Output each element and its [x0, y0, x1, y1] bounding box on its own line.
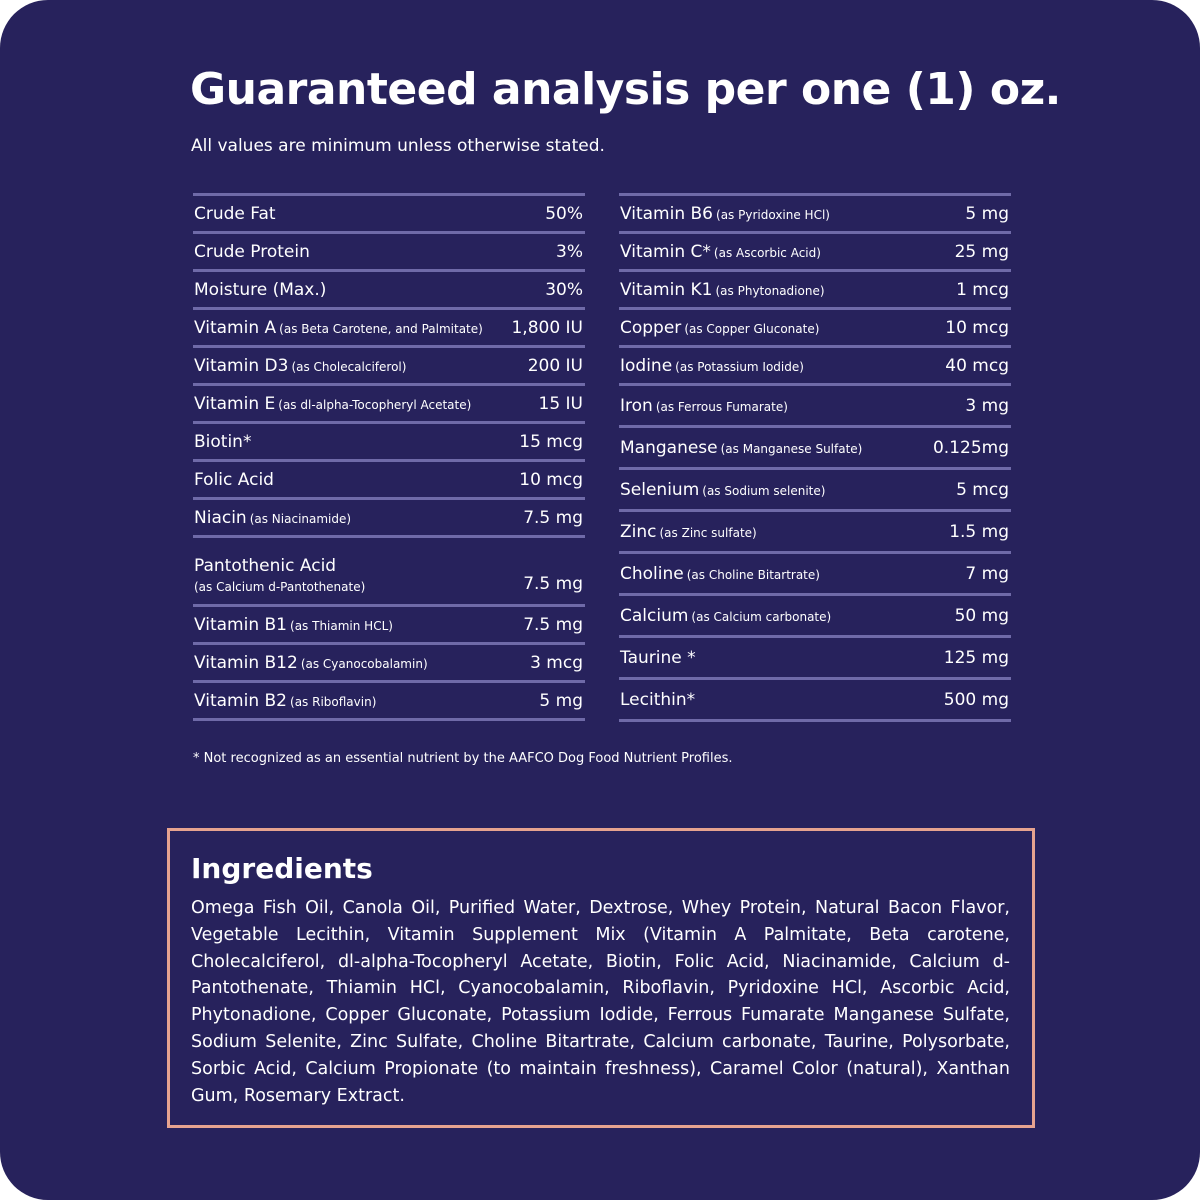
nutrient-name: Vitamin B2	[194, 690, 288, 711]
nutrient-source-note: (as Riboflavin)	[290, 694, 377, 709]
nutrient-label	[620, 356, 804, 376]
nutrient-row	[193, 196, 585, 234]
nutrient-label	[194, 615, 393, 635]
nutrient-name: Copper	[620, 317, 682, 338]
nutrient-source-note: (as Thiamin HCL)	[290, 618, 393, 633]
page-subtitle: All values are minimum unless otherwise stated.	[191, 136, 605, 156]
page-title: Guaranteed analysis per one (1) oz.	[190, 64, 1061, 115]
nutrient-value: 15 IU	[538, 393, 583, 414]
nutrient-value: 5 mcg	[956, 479, 1009, 500]
nutrient-row	[619, 680, 1011, 722]
nutrient-label	[620, 204, 830, 224]
nutrient-row	[193, 500, 585, 538]
nutrient-value: 3 mg	[965, 395, 1009, 416]
nutrient-value: 0.125mg	[932, 437, 1009, 458]
nutrient-source-note: (as Cholecalciferol)	[291, 359, 407, 374]
nutrient-label	[194, 318, 483, 338]
ingredients-title: Ingredients	[191, 852, 373, 885]
nutrient-value: 1.5 mg	[949, 521, 1009, 542]
nutrient-value: 40 mcg	[945, 355, 1009, 376]
nutrient-name: Vitamin A	[194, 317, 277, 338]
nutrient-label	[194, 653, 428, 673]
nutrient-name: Choline	[620, 563, 684, 584]
nutrient-source-note: (as Zinc sulfate)	[659, 525, 757, 540]
nutrient-row	[619, 428, 1011, 470]
nutrient-row	[193, 462, 585, 500]
nutrient-value: 25 mg	[954, 241, 1009, 262]
nutrient-name: Zinc	[620, 521, 657, 542]
nutrient-value: 10 mcg	[945, 317, 1009, 338]
nutrient-name: Vitamin C*	[620, 241, 711, 262]
nutrient-source-note: (as Beta Carotene, and Palmitate)	[279, 321, 483, 336]
nutrient-value: 1,800 IU	[511, 317, 583, 338]
nutrient-name: Vitamin B12	[194, 652, 298, 673]
nutrient-row	[193, 607, 585, 645]
nutrient-name: Pantothenic Acid	[194, 556, 337, 576]
nutrient-name: Moisture (Max.)	[194, 279, 327, 300]
nutrient-name: Iron	[620, 395, 653, 416]
nutrient-source-note: (as Calcium d-Pantothenate)	[194, 580, 366, 594]
nutrient-label	[194, 204, 276, 224]
nutrient-source-note: (as Niacinamide)	[249, 511, 352, 526]
nutrient-name: Iodine	[620, 355, 673, 376]
nutrient-row	[193, 683, 585, 721]
nutrient-source-note: (as Pyridoxine HCl)	[716, 207, 830, 222]
nutrient-row	[619, 348, 1011, 386]
nutrient-label	[194, 508, 351, 528]
nutrient-value: 15 mcg	[519, 431, 583, 452]
nutrient-label	[620, 648, 696, 668]
ingredients-box	[167, 828, 1035, 1128]
nutrient-label	[194, 356, 406, 376]
nutrient-name: Vitamin B6	[620, 203, 714, 224]
nutrient-label	[194, 691, 376, 711]
nutrient-row	[619, 386, 1011, 428]
nutrient-value: 50 mg	[954, 605, 1009, 626]
nutrient-label	[620, 280, 825, 300]
nutrient-row	[193, 234, 585, 272]
nutrient-name: Biotin*	[194, 431, 252, 452]
nutrient-source-note: (as dl-alpha-Tocopheryl Acetate)	[278, 397, 472, 412]
nutrient-row	[193, 310, 585, 348]
nutrient-source-note: (as Ascorbic Acid)	[713, 245, 821, 260]
nutrient-value: 50%	[545, 203, 583, 224]
nutrient-name: Manganese	[620, 437, 718, 458]
nutrient-source-note: (as Ferrous Fumarate)	[655, 399, 788, 414]
nutrient-value: 5 mg	[539, 690, 583, 711]
nutrient-name: Crude Protein	[194, 241, 310, 262]
nutrient-name: Crude Fat	[194, 203, 276, 224]
nutrient-label	[194, 470, 274, 490]
nutrient-value: 500 mg	[943, 689, 1009, 710]
nutrient-row	[619, 596, 1011, 638]
nutrient-value: 5 mg	[965, 203, 1009, 224]
nutrient-label	[194, 556, 365, 594]
nutrient-name: Niacin	[194, 507, 247, 528]
nutrient-row	[193, 538, 585, 607]
nutrient-value: 125 mg	[943, 647, 1009, 668]
nutrient-name: Folic Acid	[194, 469, 274, 490]
nutrient-value: 10 mcg	[519, 469, 583, 490]
nutrient-source-note: (as Calcium carbonate)	[691, 609, 832, 624]
ingredients-text: Omega Fish Oil, Canola Oil, Purified Water, Dextrose, Whey Protein, Natural Bacon Flavor, Vegetable Lecithin, Vitamin Supplement Mix (Vitamin A Palmitate, Beta carotene, Cholecalciferol, dl-alpha-Tocopheryl Acetate, Biotin, Folic Acid, Niacinamide, Calcium d-Pantothenate, Thiamin HCl, Cyanocobalamin, Riboflavin, Pyridoxine HCl, Ascorbic Acid, Phytonadione, Copper Gluconate, Potassium Iodide, Ferrous Fumarate Manganese Sulfate, Sodium Selenite, Zinc Sulfate, Choline Bitartrate, Calcium carbonate, Taurine, Polysorbate, Sorbic Acid, Calcium Propionate (to maintain freshness), Caramel Color (natural), Xanthan Gum, Rosemary Extract.	[191, 898, 1010, 1106]
analysis-column-right	[619, 193, 1011, 722]
nutrient-value: 7.5 mg	[523, 574, 583, 594]
nutrient-value: 1 mcg	[956, 279, 1009, 300]
nutrient-row	[619, 234, 1011, 272]
nutrient-label	[620, 564, 820, 584]
nutrient-row	[193, 424, 585, 462]
nutrient-source-note: (as Sodium selenite)	[702, 483, 826, 498]
nutrient-label	[194, 432, 251, 452]
footnote: * Not recognized as an essential nutrient by the AAFCO Dog Food Nutrient Profiles.	[193, 751, 733, 766]
nutrient-row	[619, 310, 1011, 348]
nutrient-value: 7.5 mg	[523, 614, 583, 635]
nutrient-row	[619, 638, 1011, 680]
nutrient-name: Vitamin K1	[620, 279, 713, 300]
nutrient-value: 3%	[556, 241, 583, 262]
nutrient-source-note: (as Potassium Iodide)	[675, 359, 804, 374]
nutrient-label	[194, 280, 326, 300]
nutrient-row	[193, 645, 585, 683]
nutrient-name: Calcium	[620, 605, 689, 626]
nutrient-source-note: (as Copper Gluconate)	[684, 321, 820, 336]
nutrient-label	[620, 522, 757, 542]
nutrient-label	[620, 242, 821, 262]
nutrient-value: 30%	[545, 279, 583, 300]
nutrient-value: 3 mcg	[530, 652, 583, 673]
nutrient-name: Selenium	[620, 479, 700, 500]
nutrient-source-note: (as Choline Bitartrate)	[686, 567, 820, 582]
nutrient-source-note: (as Phytonadione)	[715, 283, 825, 298]
nutrient-source-note: (as Cyanocobalamin)	[300, 656, 428, 671]
nutrient-label	[620, 318, 819, 338]
nutrient-row	[193, 272, 585, 310]
nutrient-row	[619, 196, 1011, 234]
nutrient-value: 7 mg	[965, 563, 1009, 584]
nutrient-label	[620, 480, 825, 500]
nutrient-source-note: (as Manganese Sulfate)	[720, 441, 863, 456]
nutrient-row	[619, 272, 1011, 310]
nutrient-label	[194, 242, 310, 262]
nutrient-name: Vitamin B1	[194, 614, 288, 635]
nutrient-label	[620, 606, 831, 626]
nutrient-value: 7.5 mg	[523, 507, 583, 528]
nutrient-label	[620, 396, 788, 416]
nutrient-name: Vitamin D3	[194, 355, 289, 376]
nutrient-row	[193, 386, 585, 424]
nutrient-row	[619, 470, 1011, 512]
nutrient-name: Vitamin E	[194, 393, 276, 414]
nutrient-value: 200 IU	[527, 355, 583, 376]
nutrient-label	[194, 394, 471, 414]
analysis-column-left	[193, 193, 585, 721]
nutrient-label	[620, 438, 862, 458]
nutrient-label	[620, 690, 695, 710]
nutrient-row	[619, 512, 1011, 554]
nutrient-name: Taurine *	[620, 647, 696, 668]
nutrient-row	[619, 554, 1011, 596]
nutrient-row	[193, 348, 585, 386]
nutrient-name: Lecithin*	[620, 689, 696, 710]
